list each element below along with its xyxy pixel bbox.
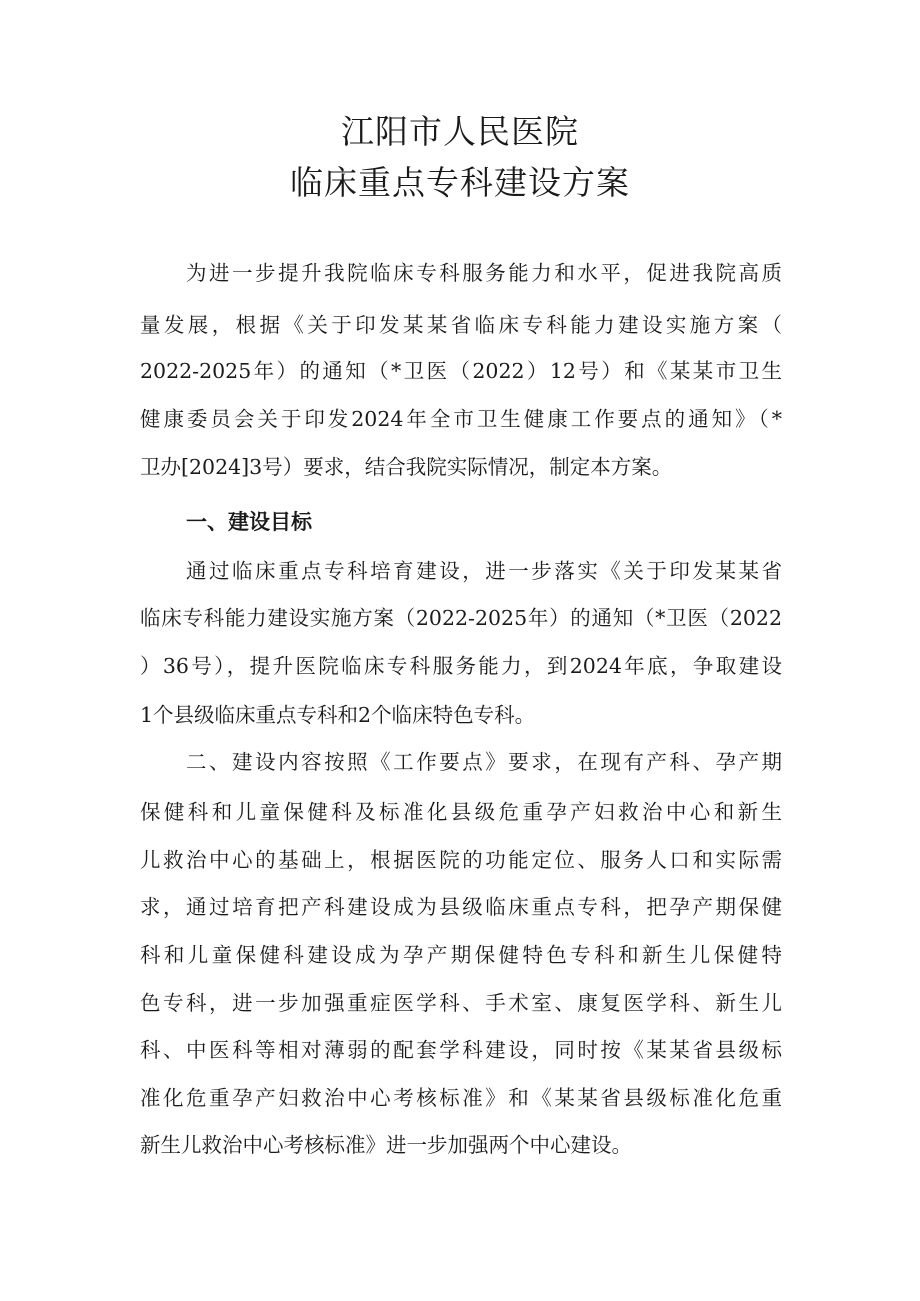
section-1-line-1: 通过临床重点专科培育建设，进一步落实《关于印发某某省 <box>186 559 782 583</box>
section-1-line-2: 临床专科能力建设实施方案（2022-2025年）的通知（*卫医（2022 <box>140 606 782 630</box>
intro-line-3: 2022-2025年）的通知（*卫医（2022）12号）和《某某市卫生 <box>140 359 782 383</box>
intro-line-4: 健康委员会关于印发2024年全市卫生健康工作要点的通知》（* <box>140 407 782 431</box>
section-1-line-4: 1个县级临床重点专科和2个临床特色专科。 <box>140 703 536 727</box>
document-title-plan: 临床重点专科建设方案 <box>290 163 630 202</box>
section-2-line-6: 色专科，进一步加强重症医学科、手术室、康复医学科、新生儿 <box>140 991 782 1015</box>
section-2-line-1: 二、建设内容按照《工作要点》要求，在现有产科、孕产期 <box>186 750 782 774</box>
section-2-line-7: 科、中医科等相对薄弱的配套学科建设，同时按《某某省县级标 <box>140 1038 782 1062</box>
section-2-line-4: 求，通过培育把产科建设成为县级临床重点专科，把孕产期保健 <box>140 895 782 919</box>
section-2-line-8: 准化危重孕产妇救治中心考核标准》和《某某省县级标准化危重 <box>140 1086 782 1110</box>
intro-line-2: 量发展，根据《关于印发某某省临床专科能力建设实施方案（ <box>140 313 782 337</box>
section-2-line-3: 儿救治中心的基础上，根据医院的功能定位、服务人口和实际需 <box>140 848 782 872</box>
intro-line-1: 为进一步提升我院临床专科服务能力和水平，促进我院高质 <box>186 261 782 285</box>
section-1-line-3: ）36号），提升医院临床专科服务能力，到2024年底，争取建设 <box>140 654 782 678</box>
section-1-heading: 一、建设目标 <box>186 510 312 534</box>
section-2-line-9: 新生儿救治中心考核标准》进一步加强两个中心建设。 <box>140 1133 632 1157</box>
section-2-line-2: 保健科和儿童保健科及标准化县级危重孕产妇救治中心和新生 <box>140 800 782 824</box>
section-2-line-5: 科和儿童保健科建设成为孕产期保健特色专科和新生儿保健特 <box>140 943 782 967</box>
intro-line-5: 卫办[2024]3号）要求，结合我院实际情况，制定本方案。 <box>140 455 673 479</box>
document-title-hospital: 江阳市人民医院 <box>341 112 579 151</box>
